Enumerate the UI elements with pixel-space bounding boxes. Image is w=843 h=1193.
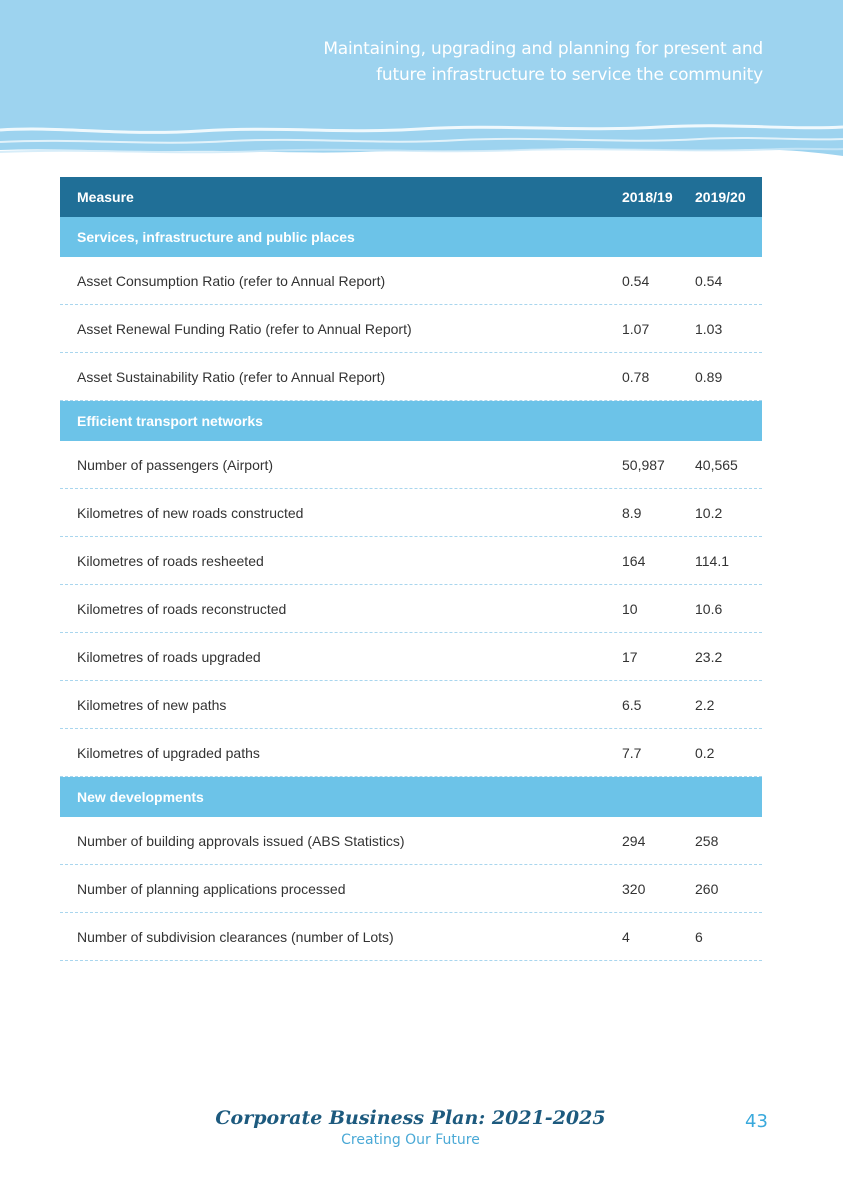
value-2019-20: 0.54	[695, 272, 723, 289]
table-row	[60, 729, 762, 777]
footer-document-title: Corporate Business Plan: 2021-2025	[215, 1107, 606, 1129]
header-title	[203, 36, 763, 88]
table-row	[60, 681, 762, 729]
measure-cell: Kilometres of roads upgraded	[77, 648, 261, 665]
value-2019-20: 260	[695, 880, 719, 897]
measure-cell: Number of planning applications processed	[77, 880, 346, 897]
page-header-banner	[0, 0, 843, 170]
value-2019-20: 258	[695, 832, 719, 849]
table-row	[60, 305, 762, 353]
value-2018-19: 50,987	[622, 456, 665, 473]
section-header-services: Services, infrastructure and public places	[60, 217, 762, 257]
table-row	[60, 633, 762, 681]
section-header-transport: Efficient transport networks	[60, 401, 762, 441]
measure-cell: Asset Sustainability Ratio (refer to Annual Report)	[77, 368, 386, 385]
measure-cell: Kilometres of roads reconstructed	[77, 600, 287, 617]
measure-cell: Number of passengers (Airport)	[77, 456, 274, 473]
value-2019-20: 40,565	[695, 456, 738, 473]
column-header-2019-20: 2019/20	[695, 189, 746, 205]
table-row	[60, 441, 762, 489]
measure-cell: Kilometres of new roads constructed	[77, 504, 304, 521]
value-2019-20: 114.1	[695, 552, 729, 569]
value-2018-19: 294	[622, 832, 646, 849]
value-2018-19: 10	[622, 600, 638, 617]
table-row	[60, 585, 762, 633]
value-2019-20: 10.2	[695, 504, 723, 521]
value-2019-20: 0.89	[695, 368, 723, 385]
measure-cell: Kilometres of roads resheeted	[77, 552, 264, 569]
value-2018-19: 0.54	[622, 272, 650, 289]
table-row	[60, 865, 762, 913]
header-title-line-1: Maintaining, upgrading and planning for present and	[323, 39, 763, 59]
table-row	[60, 913, 762, 961]
value-2019-20: 2.2	[695, 696, 715, 713]
value-2018-19: 0.78	[622, 368, 650, 385]
measure-cell: Number of subdivision clearances (number of Lots)	[77, 928, 394, 945]
value-2019-20: 1.03	[695, 320, 723, 337]
table-row	[60, 257, 762, 305]
value-2018-19: 8.9	[622, 504, 642, 521]
measures-table	[60, 177, 762, 961]
section-header-developments: New developments	[60, 777, 762, 817]
measure-cell: Number of building approvals issued (ABS Statistics)	[77, 832, 405, 849]
value-2018-19: 17	[622, 648, 638, 665]
value-2018-19: 320	[622, 880, 646, 897]
value-2018-19: 4	[622, 928, 630, 945]
value-2019-20: 10.6	[695, 600, 723, 617]
table-row	[60, 537, 762, 585]
footer-subtitle: Creating Our Future	[341, 1132, 480, 1148]
value-2018-19: 6.5	[622, 696, 642, 713]
table-row	[60, 817, 762, 865]
value-2019-20: 0.2	[695, 744, 715, 761]
value-2019-20: 6	[695, 928, 703, 945]
measure-cell: Asset Consumption Ratio (refer to Annual Report)	[77, 272, 386, 289]
measure-cell: Asset Renewal Funding Ratio (refer to Annual Report)	[77, 320, 412, 337]
value-2018-19: 164	[622, 552, 646, 569]
page-number: 43	[745, 1111, 768, 1132]
value-2018-19: 7.7	[622, 744, 642, 761]
table-row	[60, 489, 762, 537]
column-header-2018-19: 2018/19	[622, 189, 673, 205]
table-header-row	[60, 177, 762, 217]
value-2018-19: 1.07	[622, 320, 650, 337]
measure-cell: Kilometres of new paths	[77, 696, 227, 713]
measure-cell: Kilometres of upgraded paths	[77, 744, 260, 761]
header-title-line-2: future infrastructure to service the community	[376, 65, 763, 85]
value-2019-20: 23.2	[695, 648, 723, 665]
table-row	[60, 353, 762, 401]
column-header-measure: Measure	[77, 189, 134, 205]
